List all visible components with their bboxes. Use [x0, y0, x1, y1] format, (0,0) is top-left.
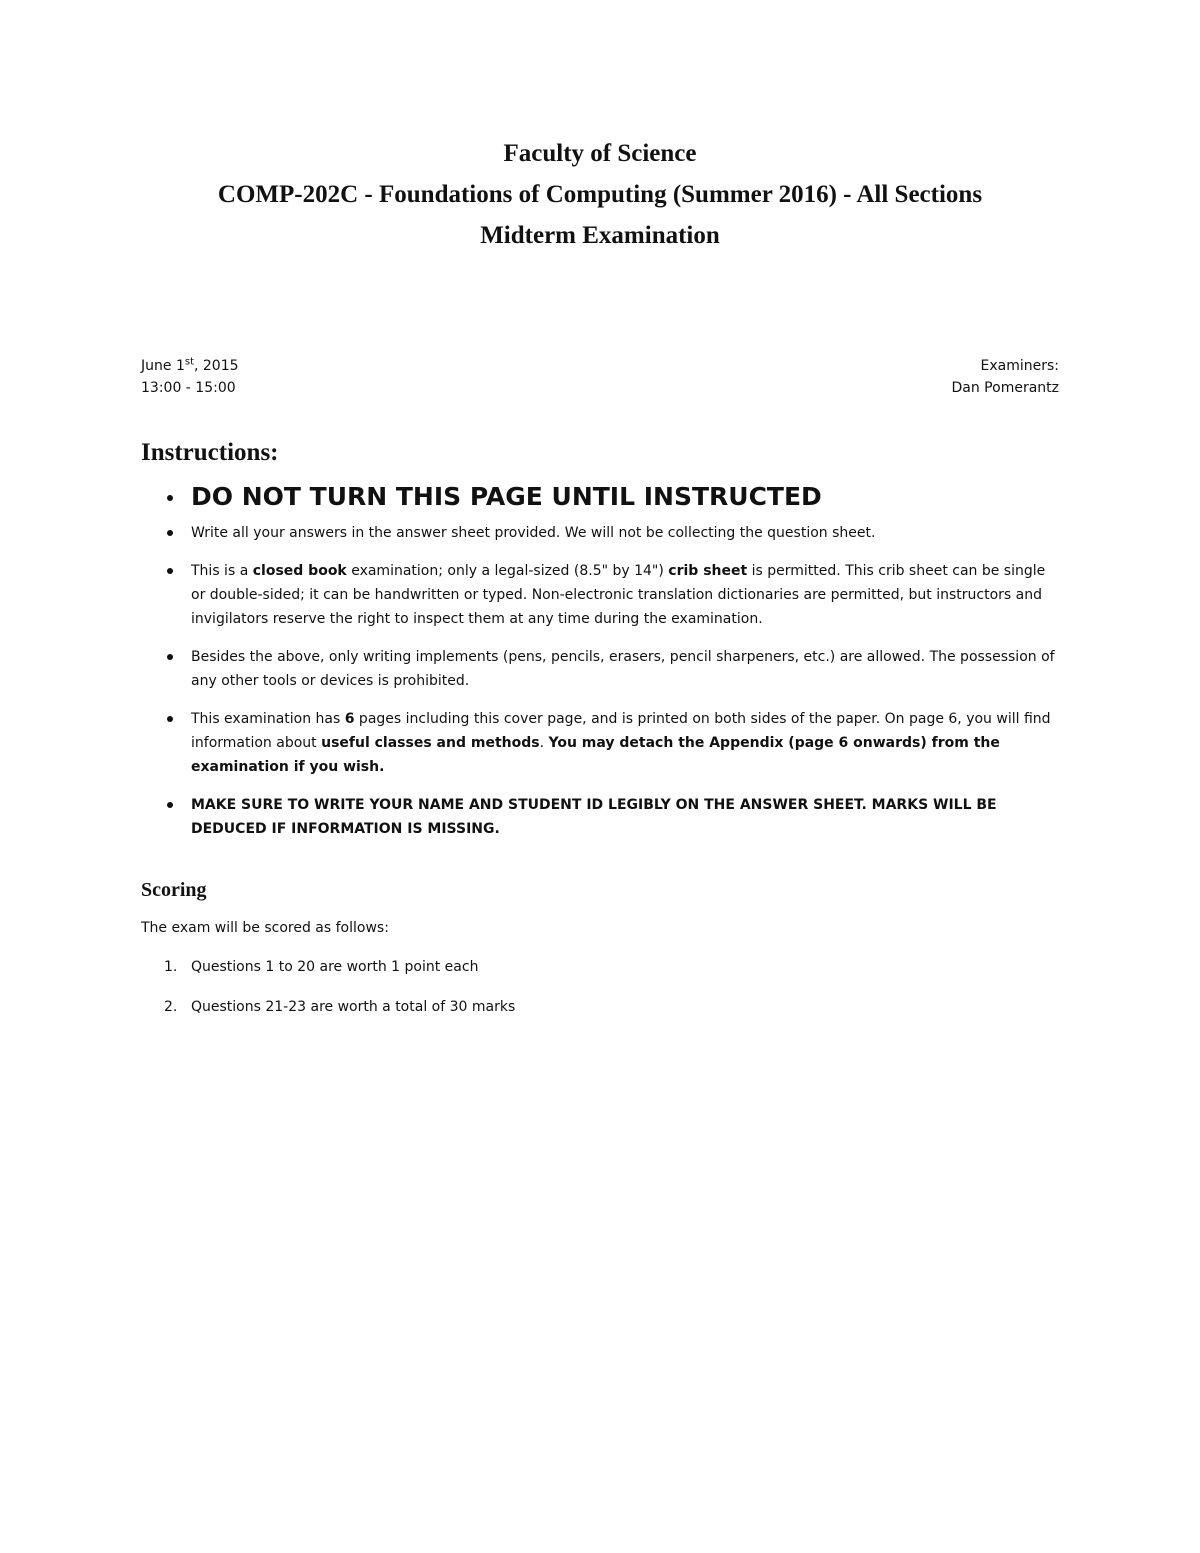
list-item: [164, 645, 1060, 693]
list-item-bold-text: closed book: [252, 563, 347, 579]
examiner-name: Dan Pomerantz: [951, 380, 1059, 396]
list-item-bold-text: You may detach the Appendix (page 6 onwards) from the examination if you wish.: [191, 735, 1000, 775]
list-item-text: is permitted. This crib sheet can be single or double-sided; it can be handwritten or typed. Non-electronic translation dictionaries are permitted, but instructors and invigilators reserve the right to inspect them at any time during the examination.: [191, 563, 1046, 627]
instructions-list: [164, 481, 1060, 841]
list-item: [164, 956, 515, 978]
list-item-text: pages including this cover page, and is printed on both sides of the paper. On page 6, you will find information about: [191, 711, 1051, 751]
list-item: [164, 707, 1060, 779]
course-title: COMP-202C - Foundations of Computing (Summer 2016) - All Sections: [217, 181, 983, 208]
list-item-text: .: [539, 735, 549, 751]
bullet-icon: [167, 716, 173, 722]
list-item: [164, 996, 515, 1018]
exam-date-time: [141, 355, 239, 399]
list-item-bold-text: crib sheet: [668, 563, 748, 579]
list-item-text: Questions 1 to 20 are worth 1 point each: [191, 959, 479, 975]
list-item-bold-text: useful classes and methods: [321, 735, 540, 751]
exam-title: Midterm Examination: [480, 222, 720, 249]
bullet-icon: [167, 530, 173, 536]
list-item-text: Besides the above, only writing implements (pens, pencils, erasers, pencil sharpeners, etc.) are allowed. The possession of any other tools or devices is prohibited.: [191, 649, 1055, 689]
exam-date-ordinal: st: [184, 356, 194, 368]
list-item: [164, 793, 1060, 841]
exam-date-day: June 1: [141, 358, 185, 374]
bullet-icon: [167, 568, 173, 574]
list-item: [164, 559, 1060, 631]
list-item-text: examination; only a legal-sized (8.5" by 14"): [346, 563, 669, 579]
list-item: [164, 481, 1060, 513]
list-item-number: 1.: [164, 959, 178, 975]
list-item-text: DO NOT TURN THIS PAGE UNTIL INSTRUCTED: [191, 482, 822, 511]
faculty-title: Faculty of Science: [503, 140, 697, 167]
bullet-icon: [167, 802, 173, 808]
list-item: [164, 521, 1060, 545]
scoring-intro: The exam will be scored as follows:: [141, 920, 389, 936]
bullet-icon: [167, 654, 173, 660]
exam-date: [141, 355, 239, 377]
list-item-bold-text: 6: [344, 711, 355, 727]
list-item-number: 2.: [164, 999, 178, 1015]
bullet-icon: [167, 495, 173, 501]
scoring-list: [164, 956, 515, 1036]
examiners-block: [952, 355, 1060, 399]
list-item-text: Write all your answers in the answer sheet provided. We will not be collecting the question sheet.: [191, 525, 876, 541]
exam-time: 13:00 - 15:00: [141, 380, 236, 396]
exam-header: [0, 133, 1200, 256]
list-item-text: Questions 21-23 are worth a total of 30 marks: [191, 999, 516, 1015]
list-item-text: MAKE SURE TO WRITE YOUR NAME AND STUDENT ID LEGIBLY ON THE ANSWER SHEET. MARKS WILL BE DEDUCED IF INFORMATION IS MISSING.: [191, 797, 997, 837]
examiners-label: Examiners:: [980, 358, 1059, 374]
instructions-heading: Instructions:: [141, 439, 279, 466]
exam-date-year: , 2015: [194, 358, 239, 374]
list-item-text: This is a: [191, 563, 253, 579]
scoring-heading: Scoring: [141, 879, 207, 901]
list-item-text: This examination has: [191, 711, 345, 727]
